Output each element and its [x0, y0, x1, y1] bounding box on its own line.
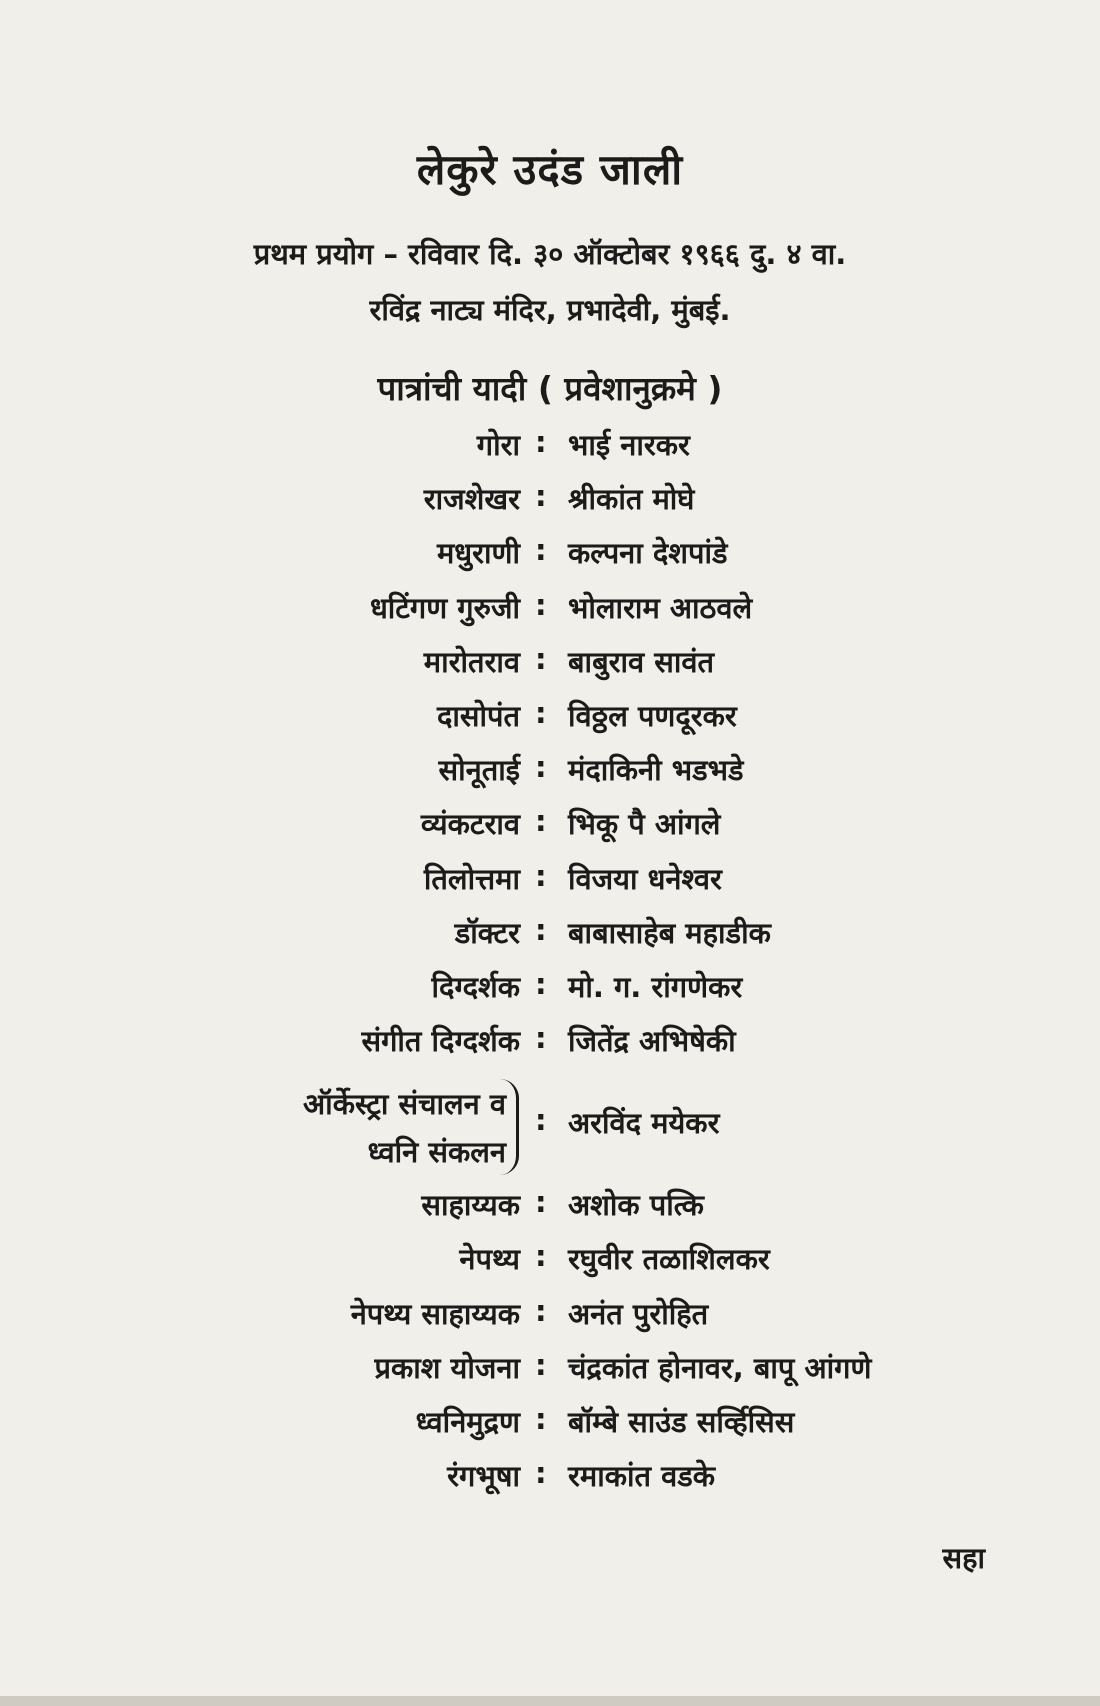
person-name: भाई नारकर — [568, 428, 690, 462]
role-name: साहाय्यक — [421, 1188, 520, 1223]
cast-row — [0, 533, 1100, 587]
person-name: रघुवीर तळाशिलकर — [568, 1242, 770, 1277]
person-name: विठ्ठल पणदूरकर — [568, 698, 737, 733]
person-name: बॉम्बे साउंड सर्व्हिसिस — [568, 1405, 795, 1439]
page-bottom-edge — [0, 1696, 1100, 1706]
role-name: ध्वनिमुद्रण — [415, 1405, 520, 1439]
cast-row — [0, 696, 1100, 750]
person-name: चंद्रकांत होनावर, बापू आंगणे — [568, 1350, 872, 1385]
role-name: राजशेखर — [423, 482, 520, 517]
role-name: दासोपंत — [436, 698, 520, 733]
person-name: जितेंद्र अभिषेकी — [568, 1024, 736, 1059]
separator: : — [535, 858, 547, 893]
separator: : — [535, 804, 547, 839]
cast-row — [0, 967, 1100, 1021]
person-name: श्रीकांत मोघे — [568, 482, 695, 517]
role-name — [303, 1080, 506, 1176]
person-name: भोलाराम आठवले — [568, 590, 753, 625]
person-name: मंदाकिनी भडभडे — [568, 753, 744, 788]
person-name: मो. ग. रांगणेकर — [568, 969, 743, 1004]
person-name: कल्पना देशपांडे — [568, 536, 728, 571]
separator: : — [535, 641, 547, 676]
crew-row — [0, 1294, 1100, 1348]
separator: : — [535, 425, 547, 459]
crew-row — [0, 1402, 1100, 1456]
cast-row — [0, 588, 1100, 642]
separator: : — [535, 1347, 547, 1382]
play-title: लेकुरे उदंड जाली — [416, 145, 684, 194]
crew-row — [0, 1239, 1100, 1293]
role-name: व्यंकटराव — [420, 807, 520, 842]
person-name: बाबासाहेब महाडीक — [568, 915, 771, 950]
separator: : — [535, 1185, 547, 1220]
page-number: सहा — [942, 1541, 985, 1575]
separator: : — [535, 1021, 547, 1056]
crew-row — [0, 1348, 1100, 1402]
cast-row — [0, 1021, 1100, 1075]
role-name: रंगभूषा — [447, 1459, 520, 1494]
role-name-line: ऑर्केस्ट्रा संचालन व — [303, 1087, 506, 1122]
separator: : — [535, 750, 547, 785]
cast-row — [0, 479, 1100, 533]
cast-row — [0, 859, 1100, 913]
role-name: नेपथ्य — [459, 1242, 520, 1277]
separator: : — [535, 1402, 547, 1436]
person-name: अशोक पत्कि — [568, 1188, 704, 1223]
role-name: दिग्दर्शक — [431, 969, 520, 1004]
cast-row — [0, 913, 1100, 967]
cast-row — [0, 750, 1100, 804]
premiere-venue-line: रविंद्र नाट्य मंदिर, प्रभादेवी, मुंबई. — [369, 293, 731, 327]
role-name: मारोतराव — [423, 644, 520, 679]
person-name: विजया धनेश्वर — [568, 861, 722, 896]
premiere-info — [0, 226, 1100, 338]
person-name: भिकू पै आंगले — [568, 807, 721, 842]
role-name: डॉक्टर — [454, 915, 520, 950]
role-name: सोनूताई — [438, 753, 520, 788]
separator: : — [535, 966, 547, 1001]
person-name: रमाकांत वडके — [568, 1459, 716, 1494]
cast-list — [0, 425, 1100, 1510]
role-name: तिलोत्तमा — [423, 861, 520, 896]
cast-row — [0, 425, 1100, 479]
separator: : — [535, 1239, 547, 1274]
orchestra-row — [0, 1075, 1100, 1185]
separator: : — [535, 587, 547, 622]
separator: : — [535, 1456, 547, 1491]
role-name: नेपथ्य साहाय्यक — [350, 1296, 520, 1331]
crew-row — [0, 1185, 1100, 1239]
cast-row — [0, 642, 1100, 696]
separator: : — [535, 695, 547, 730]
person-name: अनंत पुरोहित — [568, 1296, 709, 1331]
role-name-line: ध्वनि संकलन — [367, 1135, 506, 1170]
role-name: संगीत दिग्दर्शक — [361, 1024, 520, 1059]
separator: : — [535, 1103, 547, 1138]
cast-list-heading: पात्रांची यादी ( प्रवेशानुक्रमे ) — [377, 369, 723, 408]
separator: : — [535, 912, 547, 947]
crew-row — [0, 1456, 1100, 1510]
person-name: बाबुराव सावंत — [568, 644, 714, 679]
separator: : — [535, 479, 547, 514]
role-name: प्रकाश योजना — [374, 1350, 520, 1385]
separator: : — [535, 533, 547, 568]
premiere-date-line: प्रथम प्रयोग – रविवार दि. ३० ऑक्टोबर १९६६ दु. ४ वा. — [253, 237, 847, 271]
person-name: अरविंद मयेकर — [568, 1106, 720, 1141]
role-name: मधुराणी — [436, 536, 520, 571]
separator: : — [535, 1293, 547, 1328]
grouping-brace — [500, 1079, 519, 1175]
cast-row — [0, 804, 1100, 858]
role-name: गोरा — [476, 428, 520, 462]
role-name: धटिंगण गुरुजी — [369, 590, 520, 625]
